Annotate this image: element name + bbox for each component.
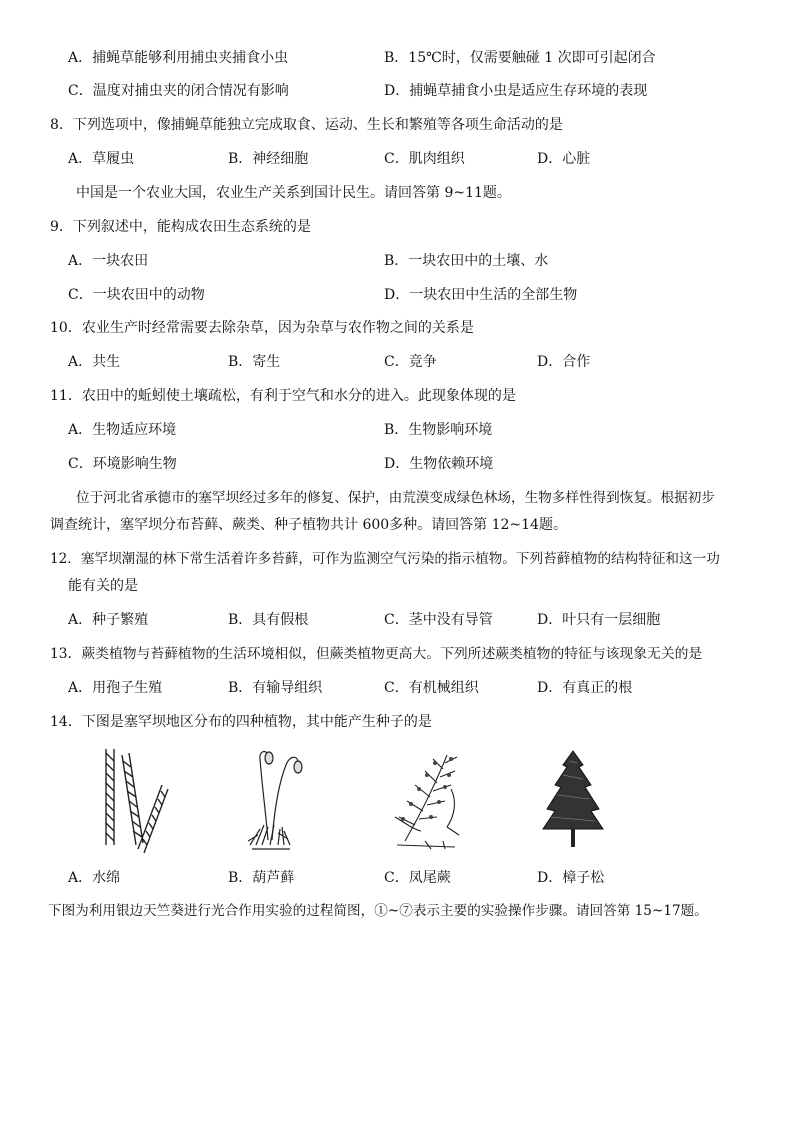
q12-option-c[interactable]: C．茎中没有导管 (384, 612, 493, 628)
intro-9-11: 中国是一个农业大国，农业生产关系到国计民生。请回答第 9~11题。 (76, 185, 511, 201)
spirogyra-illustration (92, 745, 172, 855)
fern-illustration (385, 745, 475, 855)
q13-stem: 13．蕨类植物与苔藓植物的生活环境相似，但蕨类植物更高大。下列所述蕨类植物的特征与该现象无关的是 (50, 646, 703, 662)
q7-option-c[interactable]: C．温度对捕虫夹的闭合情况有影响 (68, 83, 289, 99)
q8-option-d[interactable]: D．心脏 (537, 151, 591, 167)
pine-tree-illustration (533, 745, 613, 855)
moss-illustration (238, 745, 318, 855)
q11-option-a[interactable]: A．生物适应环境 (68, 422, 177, 438)
q12-stem-line1: 12．塞罕坝潮湿的林下常生活着许多苔藓，可作为监测空气污染的指示植物。下列苔藓植物的结构特征和这一功 (50, 551, 720, 567)
q13-option-b[interactable]: B．有输导组织 (228, 680, 323, 696)
q10-option-c[interactable]: C．竞争 (384, 354, 437, 370)
q7-option-a[interactable]: A．捕蝇草能够利用捕虫夹捕食小虫 (68, 50, 289, 66)
q8-stem: 8．下列选项中，像捕蝇草能独立完成取食、运动、生长和繁殖等各项生命活动的是 (50, 117, 563, 133)
q12-option-b[interactable]: B．具有假根 (228, 612, 309, 628)
q10-option-a[interactable]: A．共生 (68, 354, 121, 370)
intro-12-14-line1: 位于河北省承德市的塞罕坝经过多年的修复、保护，由荒漠变成绿色林场，生物多样性得到恢复。根据初步 (76, 490, 715, 506)
q9-stem: 9．下列叙述中，能构成农田生态系统的是 (50, 219, 311, 235)
q13-option-a[interactable]: A．用孢子生殖 (68, 680, 163, 696)
q10-option-b[interactable]: B．寄生 (228, 354, 281, 370)
q11-option-b[interactable]: B．生物影响环境 (384, 422, 493, 438)
q9-option-d[interactable]: D．一块农田中生活的全部生物 (384, 287, 578, 303)
q10-stem: 10．农业生产时经常需要去除杂草，因为杂草与农作物之间的关系是 (50, 320, 474, 336)
intro-12-14-line2: 调查统计，塞罕坝分布苔藓、蕨类、种子植物共计 600多种。请回答第 12~14题。 (50, 517, 567, 533)
q14-option-d[interactable]: D．樟子松 (537, 870, 605, 886)
q7-option-d[interactable]: D．捕蝇草捕食小虫是适应生存环境的表现 (384, 83, 648, 99)
q9-option-b[interactable]: B．一块农田中的土壤、水 (384, 253, 549, 269)
intro-15-17: 下图为利用银边天竺葵进行光合作用实验的过程简图，①~⑦表示主要的实验操作步骤。请回答第 15~17题。 (48, 903, 708, 919)
q8-option-a[interactable]: A．草履虫 (68, 151, 135, 167)
q8-option-b[interactable]: B．神经细胞 (228, 151, 309, 167)
q11-stem: 11．农田中的蚯蚓使土壤疏松，有利于空气和水分的进入。此现象体现的是 (50, 388, 516, 404)
q7-option-b[interactable]: B．15℃时，仅需要触碰 1 次即可引起闭合 (384, 50, 656, 66)
q9-option-c[interactable]: C．一块农田中的动物 (68, 287, 205, 303)
q13-option-d[interactable]: D．有真正的根 (537, 680, 633, 696)
q14-stem: 14．下图是塞罕坝地区分布的四种植物，其中能产生种子的是 (50, 714, 432, 730)
q12-option-d[interactable]: D．叶只有一层细胞 (537, 612, 661, 628)
q10-option-d[interactable]: D．合作 (537, 354, 591, 370)
q9-option-a[interactable]: A．一块农田 (68, 253, 149, 269)
q11-option-d[interactable]: D．生物依赖环境 (384, 456, 494, 472)
q12-option-a[interactable]: A．种子繁殖 (68, 612, 149, 628)
q12-stem-line2: 能有关的是 (68, 578, 138, 594)
q14-option-a[interactable]: A．水绵 (68, 870, 121, 886)
q14-option-b[interactable]: B．葫芦藓 (228, 870, 295, 886)
q13-option-c[interactable]: C．有机械组织 (384, 680, 479, 696)
q11-option-c[interactable]: C．环境影响生物 (68, 456, 177, 472)
q8-option-c[interactable]: C．肌肉组织 (384, 151, 465, 167)
q14-option-c[interactable]: C．凤尾蕨 (384, 870, 451, 886)
